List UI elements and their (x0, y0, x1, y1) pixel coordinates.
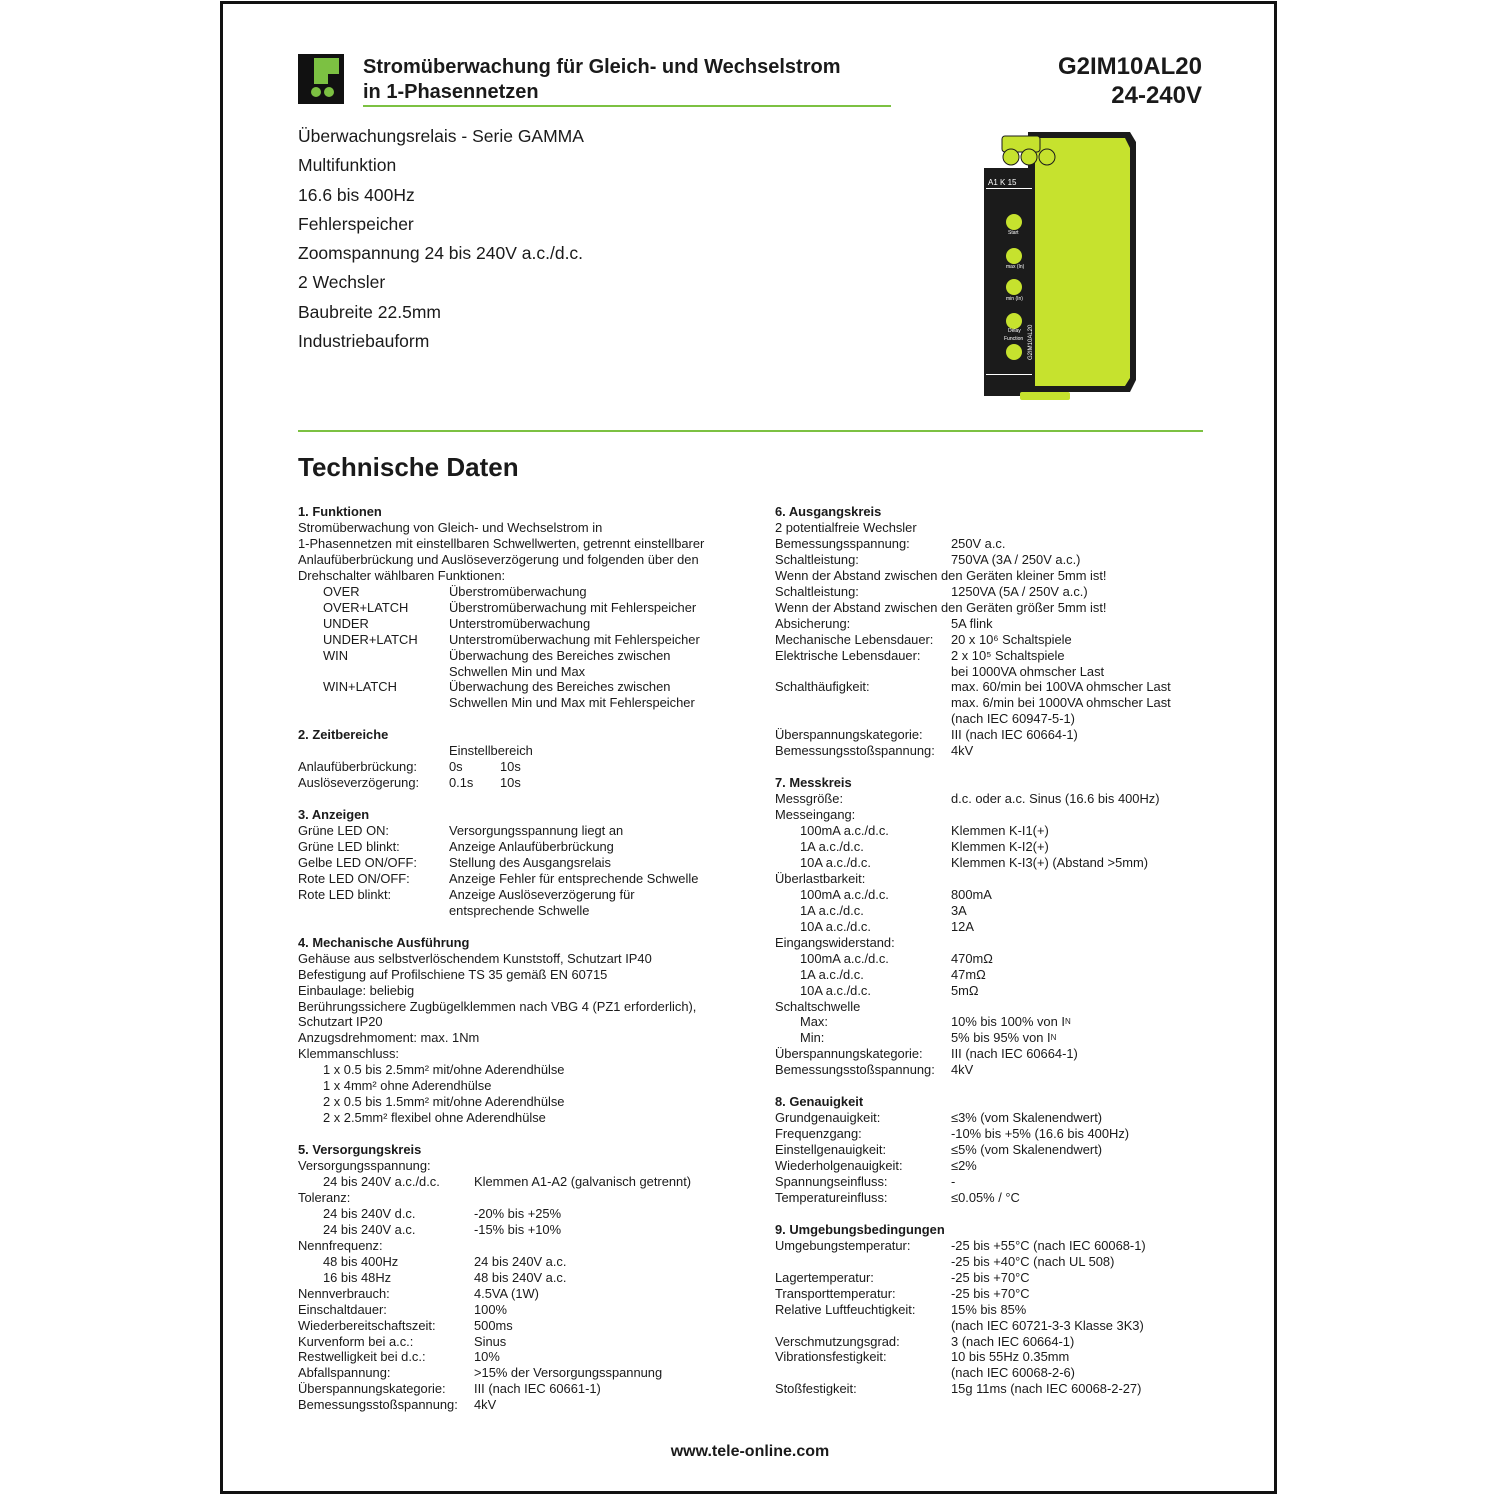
left-column (298, 504, 738, 1413)
s6-value: 250V a.c. (951, 535, 1006, 551)
s7-key: 100mA a.c./d.c. (800, 950, 889, 966)
s5-key: Überspannungskategorie: (298, 1381, 446, 1397)
function-key: WIN+LATCH (323, 679, 397, 695)
s9-value: -25 bis +70°C (951, 1269, 1030, 1285)
s7-row (775, 1062, 1205, 1078)
s5-row (298, 1190, 738, 1206)
s4-line: Anzugsdrehmoment: max. 1Nm (298, 1030, 480, 1046)
product-terminals-top: A1 K 15 (988, 178, 1017, 187)
s1-title: 1. Funktionen (298, 504, 382, 519)
s5-key: Wiederbereitschaftszeit: (298, 1317, 436, 1333)
s8-row (775, 1110, 1205, 1126)
s6-row (775, 711, 1205, 727)
s5-key: Toleranz: (298, 1189, 351, 1205)
s3-row (298, 839, 738, 855)
s7-value: d.c. oder a.c. Sinus (16.6 bis 400Hz) (951, 791, 1160, 807)
s6-key: Schalthäufigkeit: (775, 679, 870, 695)
s5-row (298, 1397, 738, 1413)
s7-key: Messeingang: (775, 807, 856, 823)
s9-row (775, 1270, 1205, 1286)
s7-key: 1A a.c./d.c. (800, 839, 864, 854)
right-column (775, 504, 1205, 1397)
s6-row (775, 727, 1205, 743)
feature-item: 2 Wechsler (298, 272, 386, 293)
s7-row (775, 807, 1205, 823)
s2-min: 0.1s (449, 775, 474, 791)
s5-key: Einschaltdauer: (298, 1301, 387, 1317)
function-key (323, 695, 449, 711)
s1-text: 1-Phasennetzen mit einstellbaren Schwellwerten, getrennt einstellbarer (298, 535, 705, 551)
function-key: UNDER (323, 615, 369, 631)
s7-value: Klemmen K-I1(+) (951, 823, 1049, 839)
s5-row (298, 1222, 738, 1238)
s7-key: 10A a.c./d.c. (800, 854, 871, 870)
s7-row (775, 839, 1205, 855)
s6-value: 4kV (951, 743, 974, 759)
s6-value: 5A flink (951, 615, 993, 631)
s5-value: 10% (474, 1349, 500, 1365)
s5-row (298, 1254, 738, 1270)
s8-value: ≤0.05% / °C (951, 1189, 1020, 1205)
s6-row (775, 632, 1205, 648)
s4-line: Klemmanschluss: (298, 1046, 400, 1062)
s5-key: 24 bis 240V d.c. (323, 1205, 416, 1221)
s3-key: Grüne LED blinkt: (298, 838, 400, 854)
feature-item: Industriebauform (298, 331, 430, 352)
s9-key: Umgebungstemperatur: (775, 1237, 911, 1253)
s6-row (775, 520, 1205, 536)
s9-value: 3 (nach IEC 60664-1) (951, 1333, 1075, 1349)
s6-value: (nach IEC 60947-5-1) (951, 711, 1075, 727)
s6-key: Elektrische Lebensdauer: (775, 647, 921, 663)
s2-row (298, 759, 738, 775)
s6-key (775, 664, 951, 680)
s5-row (298, 1365, 738, 1381)
s5-table (298, 1158, 738, 1413)
s8-value: ≤3% (vom Skalenendwert) (951, 1110, 1103, 1126)
s5-value: -20% bis +25% (474, 1205, 562, 1221)
function-key: OVER+LATCH (323, 599, 409, 615)
s6-value: bei 1000VA ohmscher Last (951, 663, 1105, 679)
s9-value: 10 bis 55Hz 0.35mm (951, 1349, 1070, 1365)
s7-subscript: N (1050, 1033, 1057, 1043)
feature-item: Multifunktion (298, 155, 397, 176)
product-knob4-label: Delay (1008, 328, 1021, 334)
s7-row (775, 1014, 1205, 1030)
footer-url: www.tele-online.com (670, 1443, 830, 1460)
s5-key: Kurvenform bei a.c.: (298, 1333, 414, 1349)
s6-row (775, 600, 1205, 616)
s5-key: Nennfrequenz: (298, 1237, 383, 1253)
s3-row (298, 871, 738, 887)
s6-key: Wenn der Abstand zwischen den Geräten kleiner 5mm ist! (775, 567, 1107, 583)
title-line-1: Stromüberwachung für Gleich- und Wechselstrom (363, 56, 841, 78)
s6-key: 2 potentialfreie Wechsler (775, 519, 917, 535)
s6-row (775, 552, 1205, 568)
s9-title: 9. Umgebungsbedingungen (775, 1221, 945, 1237)
s8-row (775, 1190, 1205, 1206)
s6-value: max. 6/min bei 1000VA ohmscher Last (951, 695, 1171, 711)
s9-row (775, 1365, 1205, 1381)
s8-row (775, 1142, 1205, 1158)
s7-row (775, 823, 1205, 839)
s7-row (775, 903, 1205, 919)
s7-key: Eingangswiderstand: (775, 934, 895, 950)
s7-key: Messgröße: (775, 791, 844, 807)
s6-key (775, 695, 951, 711)
s7-key: Überlastbarkeit: (775, 870, 866, 886)
s3-key: Gelbe LED ON/OFF: (298, 854, 417, 870)
s7-key: 100mA a.c./d.c. (800, 823, 889, 839)
s9-value: -25 bis +40°C (nach UL 508) (951, 1253, 1115, 1269)
s9-value: (nach IEC 60721-3-3 Klasse 3K3) (951, 1317, 1144, 1333)
s8-key: Frequenzgang: (775, 1126, 862, 1142)
s6-row (775, 616, 1205, 632)
s5-row (298, 1270, 738, 1286)
s7-row (775, 983, 1205, 999)
s5-row (298, 1158, 738, 1174)
s7-row (775, 919, 1205, 935)
s5-row (298, 1318, 738, 1334)
s6-row (775, 648, 1205, 664)
s7-row (775, 967, 1205, 983)
s5-key: Restwelligkeit bei d.c.: (298, 1349, 426, 1365)
s9-row (775, 1238, 1205, 1254)
s5-row (298, 1286, 738, 1302)
s2-max: 10s (500, 759, 521, 775)
feature-item: 16.6 bis 400Hz (298, 184, 415, 205)
s9-key: Stoßfestigkeit: (775, 1381, 857, 1397)
s6-row (775, 679, 1205, 695)
s6-value: 20 x 10⁶ Schaltspiele (951, 631, 1072, 647)
s7-row (775, 871, 1205, 887)
s9-row (775, 1302, 1205, 1318)
s3-row (298, 855, 738, 871)
s9-table (775, 1238, 1205, 1398)
s5-title: 5. Versorgungskreis (298, 1142, 422, 1158)
s5-value: >15% der Versorgungsspannung (474, 1365, 663, 1381)
s5-key: Abfallspannung: (298, 1365, 391, 1381)
s5-row (298, 1381, 738, 1397)
s8-row (775, 1126, 1205, 1142)
s7-value: 10% bis 100% von I (951, 1014, 1065, 1030)
s9-value: 15g 11ms (nach IEC 60068-2-27) (951, 1381, 1142, 1397)
s9-key: Lagertemperatur: (775, 1269, 874, 1285)
s7-key: 1A a.c./d.c. (800, 902, 864, 918)
s6-value: III (nach IEC 60664-1) (951, 727, 1078, 743)
s5-value: Klemmen A1-A2 (galvanisch getrennt) (474, 1173, 692, 1189)
s9-row (775, 1318, 1205, 1334)
s1-text: Drehschalter wählbaren Funktionen: (298, 567, 506, 583)
function-row (323, 600, 738, 616)
function-value: Unterstromüberwachung mit Fehlerspeicher (449, 631, 700, 647)
s7-value: III (nach IEC 60664-1) (951, 1046, 1078, 1062)
s6-title: 6. Ausgangskreis (775, 504, 882, 519)
s9-key: Verschmutzungsgrad: (775, 1333, 900, 1349)
product-knob5-label: Function (1004, 336, 1024, 342)
s3-key: Rote LED ON/OFF: (298, 870, 410, 886)
s6-key (775, 711, 951, 727)
s8-value: - (951, 1174, 956, 1189)
feature-item: Zoomspannung 24 bis 240V a.c./d.c. (298, 243, 584, 264)
product-knob1-label: Start (1008, 230, 1019, 236)
s6-value: max. 60/min bei 100VA ohmscher Last (951, 679, 1171, 695)
model-voltage: 24-240V (1111, 82, 1202, 109)
function-row (323, 648, 738, 664)
s4-line: Schutzart IP20 (298, 1014, 383, 1030)
s6-key: Absicherung: (775, 615, 851, 631)
s4-line: 1 x 0.5 bis 2.5mm² mit/ohne Aderendhülse (323, 1062, 565, 1078)
s2-key: Auslöseverzögerung: (298, 775, 420, 791)
s5-key: Bemessungsstoßspannung: (298, 1397, 458, 1413)
s7-key: 10A a.c./d.c. (800, 918, 871, 934)
s5-key: 16 bis 48Hz (323, 1269, 392, 1285)
s4-line: Berührungssichere Zugbügelklemmen nach VBG 4 (PZ1 erforderlich), (298, 998, 697, 1014)
s6-key: Bemessungsstoßspannung: (775, 743, 935, 759)
function-value: Überstromüberwachung mit Fehlerspeicher (449, 599, 697, 615)
s7-key: Schaltschwelle (775, 998, 861, 1014)
function-key (323, 664, 449, 680)
s2-title: 2. Zeitbereiche (298, 727, 389, 743)
s6-row (775, 743, 1205, 759)
s6-key: Schaltleistung: (775, 583, 859, 599)
s3-row (298, 903, 738, 919)
s9-value: -25 bis +70°C (951, 1285, 1030, 1301)
s3-value: Anzeige Fehler für entsprechende Schwelle (449, 870, 699, 886)
function-value: Schwellen Min und Max (449, 663, 586, 679)
section-heading: Technische Daten (298, 452, 519, 482)
s8-table (775, 1110, 1205, 1206)
s9-key: Vibrationsfestigkeit: (775, 1349, 887, 1365)
s9-key (775, 1318, 951, 1334)
s5-row (298, 1206, 738, 1222)
s7-value: 3A (951, 902, 967, 918)
s6-table (775, 520, 1205, 759)
s7-key: 10A a.c./d.c. (800, 982, 871, 998)
s5-value: 24 bis 240V a.c. (474, 1253, 567, 1269)
s7-key: Überspannungskategorie: (775, 1046, 923, 1062)
feature-item: Überwachungsrelais - Serie GAMMA (298, 126, 584, 146)
s7-row (775, 951, 1205, 967)
s5-row (298, 1349, 738, 1365)
s5-key: 24 bis 240V a.c./d.c. (323, 1173, 440, 1189)
s9-key: Relative Luftfeuchtigkeit: (775, 1301, 916, 1317)
s3-value: Stellung des Ausgangsrelais (449, 854, 611, 870)
s5-value: 4kV (474, 1397, 497, 1413)
s5-row (298, 1334, 738, 1350)
s4-line: 2 x 0.5 bis 1.5mm² mit/ohne Aderendhülse (323, 1094, 565, 1110)
s7-value: 4kV (951, 1062, 974, 1078)
function-key: WIN (323, 647, 349, 663)
s8-key: Wiederholgenauigkeit: (775, 1158, 903, 1174)
s2-row (298, 775, 738, 791)
separator-line (298, 430, 1203, 432)
s5-value: 4.5VA (1W) (474, 1285, 539, 1301)
s3-title: 3. Anzeigen (298, 807, 370, 823)
function-key: OVER (323, 583, 360, 599)
function-value: Überwachung des Bereiches zwischen (449, 679, 671, 695)
s3-value: Anzeige Anlaufüberbrückung (449, 838, 614, 854)
s7-value: 5mΩ (951, 982, 979, 998)
function-row (323, 679, 738, 695)
product-knob2-label: max (In) (1006, 264, 1025, 270)
s4-line: Gehäuse aus selbstverlöschendem Kunststoff, Schutzart IP40 (298, 950, 652, 966)
s7-value: 800mA (951, 886, 992, 902)
function-key: UNDER+LATCH (323, 631, 418, 647)
s6-row (775, 664, 1205, 680)
model-block (1058, 52, 1202, 110)
s9-key: Transporttemperatur: (775, 1285, 896, 1301)
s5-key: 24 bis 240V a.c. (323, 1221, 416, 1237)
s3-key: Grüne LED ON: (298, 823, 389, 839)
s9-value: (nach IEC 60068-2-6) (951, 1365, 1075, 1381)
s9-row (775, 1334, 1205, 1350)
s5-value: 48 bis 240V a.c. (474, 1269, 567, 1285)
s2-min: 0s (449, 759, 463, 775)
s8-row (775, 1158, 1205, 1174)
s6-value: 750VA (3A / 250V a.c.) (951, 551, 1081, 567)
s7-row (775, 791, 1205, 807)
s7-row (775, 1030, 1205, 1046)
s5-value: Sinus (474, 1333, 507, 1349)
feature-list (298, 122, 584, 356)
function-value: Überwachung des Bereiches zwischen (449, 647, 671, 663)
product-image (980, 130, 1136, 406)
model-number: G2IM10AL20 (1057, 53, 1202, 80)
s5-row (298, 1174, 738, 1190)
function-table (298, 584, 738, 712)
s3-row (298, 823, 738, 839)
s8-title: 8. Genauigkeit (775, 1094, 864, 1110)
document-title (363, 55, 891, 107)
s3-row (298, 887, 738, 903)
s6-value: 2 x 10⁵ Schaltspiele (951, 647, 1065, 663)
function-row (323, 664, 738, 680)
s7-subscript: N (1064, 1017, 1071, 1027)
s4-line: Einbaulage: beliebig (298, 982, 415, 998)
s2-max: 10s (500, 775, 521, 791)
s8-value: ≤2% (951, 1158, 977, 1174)
s8-value: ≤5% (vom Skalenendwert) (951, 1142, 1103, 1158)
function-value: Unterstromüberwachung (449, 615, 591, 631)
s2-key: Anlaufüberbrückung: (298, 759, 417, 775)
s6-row (775, 568, 1205, 584)
s7-key: 1A a.c./d.c. (800, 966, 864, 982)
s9-key (775, 1254, 951, 1270)
s2-header: Einstellbereich (449, 743, 533, 759)
s6-row (775, 695, 1205, 711)
s8-row (775, 1174, 1205, 1190)
function-row (323, 695, 738, 711)
s5-key: Versorgungsspannung: (298, 1158, 431, 1174)
s8-key: Grundgenauigkeit: (775, 1110, 881, 1126)
s7-value: Klemmen K-I3(+) (Abstand >5mm) (951, 854, 1149, 870)
s6-key: Mechanische Lebensdauer: (775, 631, 934, 647)
s6-key: Schaltleistung: (775, 551, 859, 567)
s3-value: Versorgungsspannung liegt an (449, 823, 624, 839)
product-model-vertical: G2IM10AL20 (1028, 324, 1034, 360)
s8-key: Spannungseinfluss: (775, 1174, 888, 1189)
s7-row (775, 1046, 1205, 1062)
s7-key: Min: (800, 1030, 825, 1046)
s7-title: 7. Messkreis (775, 775, 852, 791)
s7-value: 12A (951, 918, 974, 934)
s6-key: Wenn der Abstand zwischen den Geräten größer 5mm ist! (775, 599, 1107, 615)
s9-value: -25 bis +55°C (nach IEC 60068-1) (951, 1237, 1146, 1253)
s1-text: Anlaufüberbrückung und Auslöseverzögerung und folgenden über den (298, 551, 699, 567)
s5-value: 100% (474, 1301, 507, 1317)
function-value: Überstromüberwachung (449, 583, 587, 599)
feature-item: Baubreite 22.5mm (298, 301, 441, 322)
s7-value: 5% bis 95% von I (951, 1030, 1051, 1046)
tele-logo (298, 54, 344, 104)
s5-value: -15% bis +10% (474, 1221, 562, 1237)
s3-value: entsprechende Schwelle (449, 902, 590, 918)
s7-row (775, 999, 1205, 1015)
s5-value: III (nach IEC 60661-1) (474, 1381, 601, 1397)
s9-row (775, 1254, 1205, 1270)
s9-row (775, 1286, 1205, 1302)
function-row (323, 584, 738, 600)
s4-line: 2 x 2.5mm² flexibel ohne Aderendhülse (323, 1110, 546, 1126)
feature-item: Fehlerspeicher (298, 213, 414, 234)
s7-key: Bemessungsstoßspannung: (775, 1062, 935, 1078)
s5-value: 500ms (474, 1317, 513, 1333)
s7-value: 47mΩ (951, 966, 986, 982)
s3-value: Anzeige Auslöseverzögerung für (449, 886, 635, 902)
s3-key: Rote LED blinkt: (298, 886, 392, 902)
s4-line: Befestigung auf Profilschiene TS 35 gemäß EN 60715 (298, 966, 608, 982)
s4-title: 4. Mechanische Ausführung (298, 934, 470, 950)
s9-key (775, 1365, 951, 1381)
s6-key: Überspannungskategorie: (775, 727, 923, 743)
s3-key (298, 903, 449, 919)
s6-row (775, 584, 1205, 600)
function-value: Schwellen Min und Max mit Fehlerspeicher (449, 695, 695, 711)
title-line-2: in 1-Phasennetzen (363, 81, 539, 103)
s7-row (775, 855, 1205, 871)
s7-value: Klemmen K-I2(+) (951, 839, 1049, 854)
s5-row (298, 1302, 738, 1318)
s7-key: 100mA a.c./d.c. (800, 886, 889, 902)
s5-key: Nennverbrauch: (298, 1285, 390, 1301)
s8-key: Temperatureinfluss: (775, 1189, 888, 1205)
s7-value: 470mΩ (951, 950, 993, 966)
s5-row (298, 1238, 738, 1254)
s7-table (775, 791, 1205, 1078)
s8-value: -10% bis +5% (16.6 bis 400Hz) (951, 1126, 1130, 1142)
s6-value: 1250VA (5A / 250V a.c.) (951, 583, 1088, 599)
s4-line: 1 x 4mm² ohne Aderendhülse (323, 1078, 492, 1094)
s9-row (775, 1349, 1205, 1365)
s7-key: Max: (800, 1014, 828, 1030)
s1-text: Stromüberwachung von Gleich- und Wechselstrom in (298, 519, 603, 535)
s6-key: Bemessungsspannung: (775, 535, 910, 551)
s7-row (775, 887, 1205, 903)
function-row (323, 616, 738, 632)
function-row (323, 632, 738, 648)
product-knob3-label: min (In) (1006, 296, 1023, 302)
s9-row (775, 1381, 1205, 1397)
s6-row (775, 536, 1205, 552)
s7-row (775, 935, 1205, 951)
s5-key: 48 bis 400Hz (323, 1253, 399, 1269)
s8-key: Einstellgenauigkeit: (775, 1142, 887, 1158)
s9-value: 15% bis 85% (951, 1301, 1027, 1317)
